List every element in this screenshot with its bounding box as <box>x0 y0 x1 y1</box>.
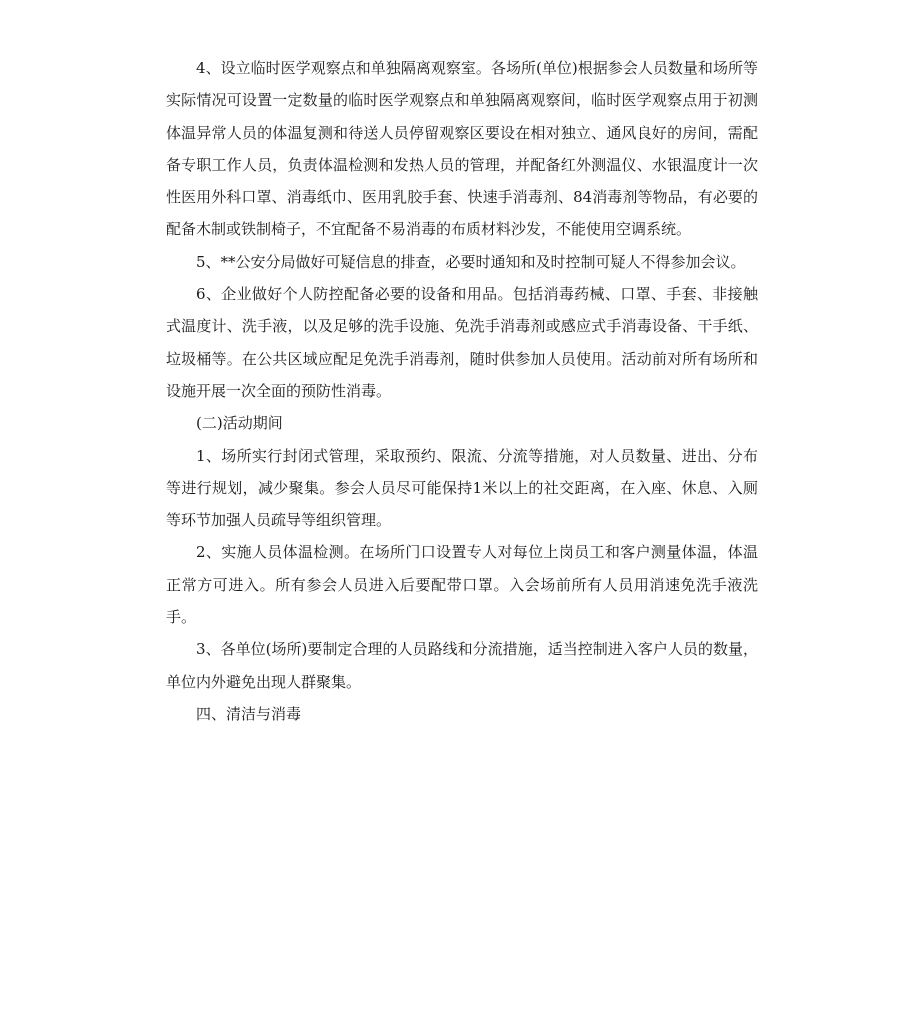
paragraph-temperature-check: 2、实施人员体温检测。在场所门口设置专人对每位上岗员工和客户测量体温，体温正常方可进入。所有参会人员进入后要配带口罩。入会场前所有人员用消速免洗手液洗手。 <box>166 543 758 627</box>
paragraph-protective-equipment: 6、企业做好个人防控配备必要的设备和用品。包括消毒药械、口罩、手套、非接触式温度计、洗手液，以及足够的洗手设施、免洗手消毒剂或感应式手消毒设备、干手纸、垃圾桶等。在公共区域应配足免洗手消毒剂，随时供参加人员使用。活动前对所有场所和设施开展一次全面的预防性消毒。 <box>166 285 758 400</box>
section-heading-during-event: (二)活动期间 <box>196 414 283 433</box>
paragraph-police-screening: 5、**公安分局做好可疑信息的排查，必要时通知和及时控制可疑人不得参加会议。 <box>196 252 746 271</box>
paragraph-observation-room: 4、设立临时医学观察点和单独隔离观察室。各场所(单位)根据参会人员数量和场所等实际情况可设置一定数量的临时医学观察点和单独隔离观察间，临时医学观察点用于初测体温异常人员的体温复测和待送人员停留观察区要设在相对独立、通风良好的房间，需配备专职工作人员，负责体温检测和发热人员的管理，并配备红外测温仪、水银温度计一次性医用外科口罩、消毒纸巾、医用乳胶手套、快速手消毒剂、84消毒剂等物品，有必要的配备木制或铁制椅子，不宜配备不易消毒的布质材料沙发，不能使用空调系统。 <box>166 59 758 239</box>
section-heading-cleaning: 四、清洁与消毒 <box>196 704 302 723</box>
document-body <box>166 52 758 730</box>
paragraph-closed-management: 1、场所实行封闭式管理，采取预约、限流、分流等措施，对人员数量、进出、分布等进行规划，减少聚集。参会人员尽可能保持1米以上的社交距离，在入座、休息、入厕等环节加强人员疏导等组织管理。 <box>166 446 758 530</box>
paragraph-routing-measures: 3、各单位(场所)要制定合理的人员路线和分流措施，适当控制进入客户人员的数量，单位内外避免出现人群聚集。 <box>166 640 758 691</box>
